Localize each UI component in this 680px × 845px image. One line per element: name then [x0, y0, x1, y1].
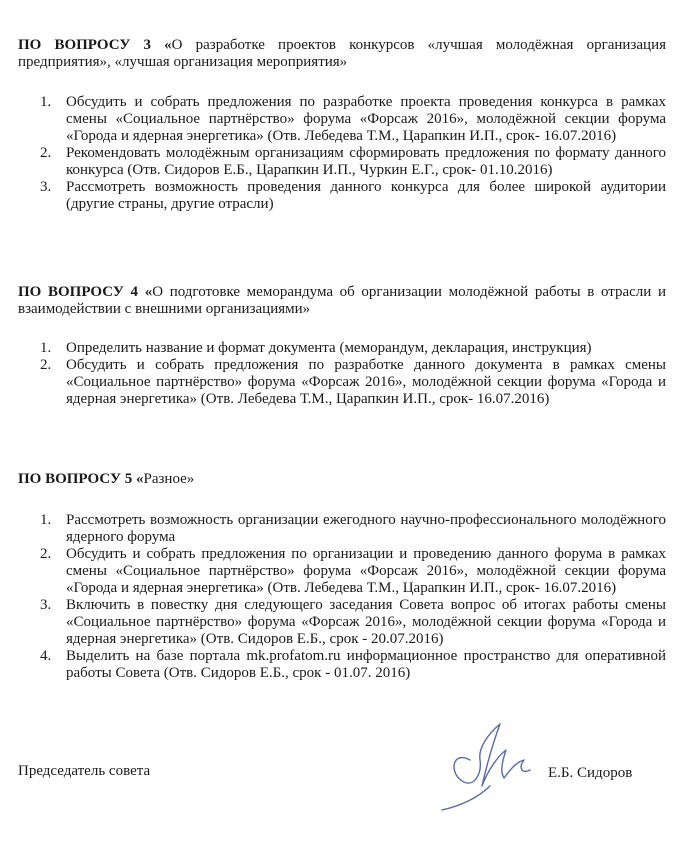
- signer-role: Председатель совета: [18, 763, 151, 779]
- list-item: [30, 512, 666, 546]
- item-number: 3.: [40, 597, 52, 613]
- item-text: Определить название и формат документа (меморандум, декларация, инструкция): [66, 340, 592, 356]
- item-number: 2.: [40, 546, 52, 562]
- question-5-title: Разное»: [143, 471, 195, 487]
- item-text: Обсудить и собрать предложения по разработке данного документа в рамках смены «Социальное партнёрство» форума «Форсаж 2016», молодёжной секции форума «Города и ядерная энергетика» (Отв. Лебедева Т.М., Царапкин И.П., срок- 16.07.2016): [66, 357, 666, 407]
- question-3-list: [30, 94, 666, 213]
- list-item: [30, 94, 666, 145]
- question-3-heading: [18, 37, 666, 71]
- item-text: Рассмотреть возможность проведения данного конкурса для более широкой аудитории (другие страны, другие отрасли): [66, 179, 666, 212]
- list-item: [30, 546, 666, 597]
- item-text: Рассмотреть возможность организации ежегодного научно-профессионального молодёжного ядерного форума: [66, 512, 666, 545]
- item-number: 1.: [40, 340, 52, 356]
- question-4-label: ПО ВОПРОСУ 4 «: [18, 284, 153, 300]
- list-item: [30, 179, 666, 213]
- question-5-heading: [18, 471, 666, 488]
- question-4-list: [30, 340, 666, 408]
- item-text: Обсудить и собрать предложения по организации и проведению данного форума в рамках смены «Социальное партнёрство» форума «Форсаж 2016», молодёжной секции форума «Города и ядерная энергетика» (Отв. Лебедева Т.М., Царапкин И.П., срок- 16.07.2016): [66, 546, 666, 596]
- item-number: 4.: [40, 648, 52, 664]
- question-4-title: О подготовке меморандума об организации молодёжной работы в отрасли и взаимодействии с внешними организациями»: [18, 284, 666, 317]
- list-item: [30, 145, 666, 179]
- item-number: 1.: [40, 94, 52, 110]
- list-item: [30, 648, 666, 682]
- question-3-title: О разработке проектов конкурсов «лучшая молодёжная организация предприятия», «лучшая организация мероприятия»: [18, 37, 666, 70]
- list-item: [30, 357, 666, 408]
- item-number: 1.: [40, 512, 52, 528]
- item-number: 2.: [40, 357, 52, 373]
- item-number: 2.: [40, 145, 52, 161]
- item-number: 3.: [40, 179, 52, 195]
- item-text: Выделить на базе портала mk.profatom.ru информационное пространство для оперативной работы Совета (Отв. Сидоров Е.Б., срок - 01.07. 2016): [66, 648, 666, 681]
- item-text: Включить в повестку дня следующего заседания Совета вопрос об итогах работы смены «Социальное партнёрство» форума «Форсаж 2016», молодёжной секции форума «Города и ядерная энергетика» (Отв. Сидоров Е.Б., срок - 20.07.2016): [66, 597, 666, 647]
- question-5-list: [30, 512, 666, 682]
- question-3-label: ПО ВОПРОСУ 3 «: [18, 37, 172, 53]
- list-item: [30, 340, 666, 357]
- item-text: Рекомендовать молодёжным организациям сформировать предложения по формату данного конкурса (Отв. Сидоров Е.Б., Царапкин И.П., Чуркин Е.Г., срок- 01.10.2016): [66, 145, 666, 178]
- question-5-label: ПО ВОПРОСУ 5 «: [18, 471, 144, 487]
- handwritten-signature: [430, 712, 545, 812]
- item-text: Обсудить и собрать предложения по разработке проекта проведения конкурса в рамках смены «Социальное партнёрство» форума «Форсаж 2016», молодёжной секции форума «Города и ядерная энергетика» (Отв. Лебедева Т.М., Царапкин И.П., срок- 16.07.2016): [66, 94, 666, 144]
- list-item: [30, 597, 666, 648]
- question-4-heading: [18, 284, 666, 318]
- signer-name: Е.Б. Сидоров: [548, 765, 633, 781]
